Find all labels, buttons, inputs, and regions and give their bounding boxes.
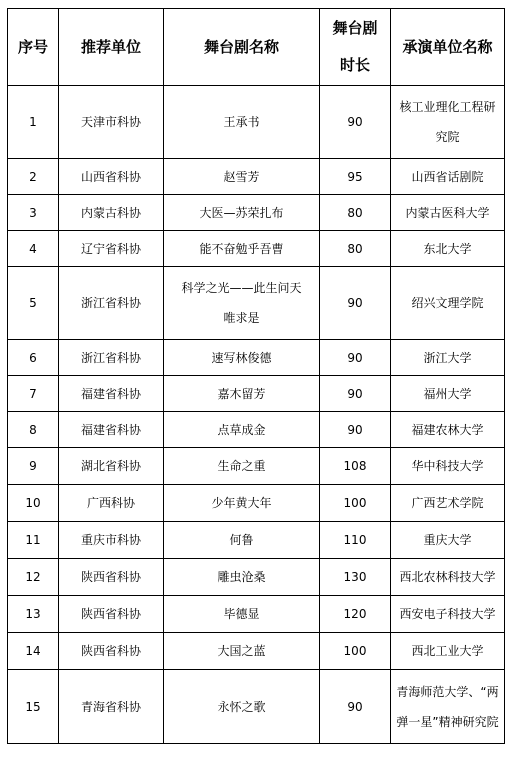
duration-cell: 90	[320, 86, 391, 159]
table-row	[8, 267, 505, 340]
recommending-unit-cell: 山西省科协	[59, 159, 164, 195]
row-number-cell: 1	[8, 86, 59, 159]
recommending-unit-cell: 陕西省科协	[59, 559, 164, 596]
recommending-unit-cell: 陕西省科协	[59, 596, 164, 633]
table-row	[8, 86, 505, 159]
performing-unit-cell: 山西省话剧院	[391, 159, 505, 195]
play-name-cell: 大国之蓝	[164, 633, 320, 670]
header-play-name: 舞台剧名称	[164, 9, 320, 86]
table-row	[8, 522, 505, 559]
row-number-cell: 15	[8, 670, 59, 744]
play-name-cell: 嘉木留芳	[164, 376, 320, 412]
play-name-cell: 少年黄大年	[164, 485, 320, 522]
performing-unit-cell: 青海师范大学、“两弹一星”精神研究院	[391, 670, 505, 744]
row-number-cell: 7	[8, 376, 59, 412]
row-number-cell: 8	[8, 412, 59, 448]
table-row	[8, 633, 505, 670]
table-row	[8, 596, 505, 633]
recommending-unit-cell: 浙江省科协	[59, 267, 164, 340]
table-row	[8, 670, 505, 744]
row-number-cell: 13	[8, 596, 59, 633]
duration-cell: 130	[320, 559, 391, 596]
row-number-cell: 10	[8, 485, 59, 522]
performing-unit-cell: 西安电子科技大学	[391, 596, 505, 633]
header-recommending-unit: 推荐单位	[59, 9, 164, 86]
recommending-unit-cell: 青海省科协	[59, 670, 164, 744]
recommending-unit-cell: 广西科协	[59, 485, 164, 522]
duration-cell: 90	[320, 412, 391, 448]
performing-unit-cell: 绍兴文理学院	[391, 267, 505, 340]
recommending-unit-cell: 福建省科协	[59, 376, 164, 412]
duration-cell: 80	[320, 195, 391, 231]
performing-unit-cell: 东北大学	[391, 231, 505, 267]
header-row	[8, 9, 505, 86]
table-row	[8, 231, 505, 267]
performing-unit-cell: 广西艺术学院	[391, 485, 505, 522]
table-row	[8, 340, 505, 376]
table-row	[8, 412, 505, 448]
play-name-cell: 生命之重	[164, 448, 320, 485]
play-name-cell: 王承书	[164, 86, 320, 159]
duration-cell: 95	[320, 159, 391, 195]
row-number-cell: 12	[8, 559, 59, 596]
duration-cell: 80	[320, 231, 391, 267]
performing-unit-cell: 重庆大学	[391, 522, 505, 559]
row-number-cell: 6	[8, 340, 59, 376]
row-number-cell: 3	[8, 195, 59, 231]
row-number-cell: 14	[8, 633, 59, 670]
duration-cell: 90	[320, 340, 391, 376]
performing-unit-cell: 核工业理化工程研究院	[391, 86, 505, 159]
header-number: 序号	[8, 9, 59, 86]
performing-unit-cell: 内蒙古医科大学	[391, 195, 505, 231]
table-row	[8, 485, 505, 522]
play-name-cell: 速写林俊德	[164, 340, 320, 376]
duration-cell: 90	[320, 376, 391, 412]
duration-cell: 120	[320, 596, 391, 633]
duration-cell: 90	[320, 267, 391, 340]
row-number-cell: 2	[8, 159, 59, 195]
play-name-cell: 大医—苏荣扎布	[164, 195, 320, 231]
row-number-cell: 5	[8, 267, 59, 340]
recommending-unit-cell: 辽宁省科协	[59, 231, 164, 267]
play-name-cell: 点草成金	[164, 412, 320, 448]
header-duration: 舞台剧时长	[320, 9, 391, 86]
play-name-cell: 毕德显	[164, 596, 320, 633]
play-name-cell: 赵雪芳	[164, 159, 320, 195]
play-name-cell: 何鲁	[164, 522, 320, 559]
duration-cell: 90	[320, 670, 391, 744]
recommending-unit-cell: 重庆市科协	[59, 522, 164, 559]
recommending-unit-cell: 陕西省科协	[59, 633, 164, 670]
performing-unit-cell: 福建农林大学	[391, 412, 505, 448]
table-row	[8, 448, 505, 485]
table-row	[8, 159, 505, 195]
recommending-unit-cell: 天津市科协	[59, 86, 164, 159]
duration-cell: 100	[320, 633, 391, 670]
play-name-cell: 雕虫沧桑	[164, 559, 320, 596]
recommending-unit-cell: 福建省科协	[59, 412, 164, 448]
play-name-cell: 能不奋勉乎吾曹	[164, 231, 320, 267]
play-name-cell: 科学之光——此生问天唯求是	[164, 267, 320, 340]
performing-unit-cell: 华中科技大学	[391, 448, 505, 485]
theatre-table	[7, 8, 505, 744]
table-row	[8, 376, 505, 412]
row-number-cell: 9	[8, 448, 59, 485]
duration-cell: 108	[320, 448, 391, 485]
header-performing-unit: 承演单位名称	[391, 9, 505, 86]
performing-unit-cell: 浙江大学	[391, 340, 505, 376]
recommending-unit-cell: 湖北省科协	[59, 448, 164, 485]
duration-cell: 110	[320, 522, 391, 559]
performing-unit-cell: 西北农林科技大学	[391, 559, 505, 596]
performing-unit-cell: 西北工业大学	[391, 633, 505, 670]
table-row	[8, 195, 505, 231]
recommending-unit-cell: 内蒙古科协	[59, 195, 164, 231]
performing-unit-cell: 福州大学	[391, 376, 505, 412]
duration-cell: 100	[320, 485, 391, 522]
table-row	[8, 559, 505, 596]
row-number-cell: 11	[8, 522, 59, 559]
play-name-cell: 永怀之歌	[164, 670, 320, 744]
recommending-unit-cell: 浙江省科协	[59, 340, 164, 376]
row-number-cell: 4	[8, 231, 59, 267]
